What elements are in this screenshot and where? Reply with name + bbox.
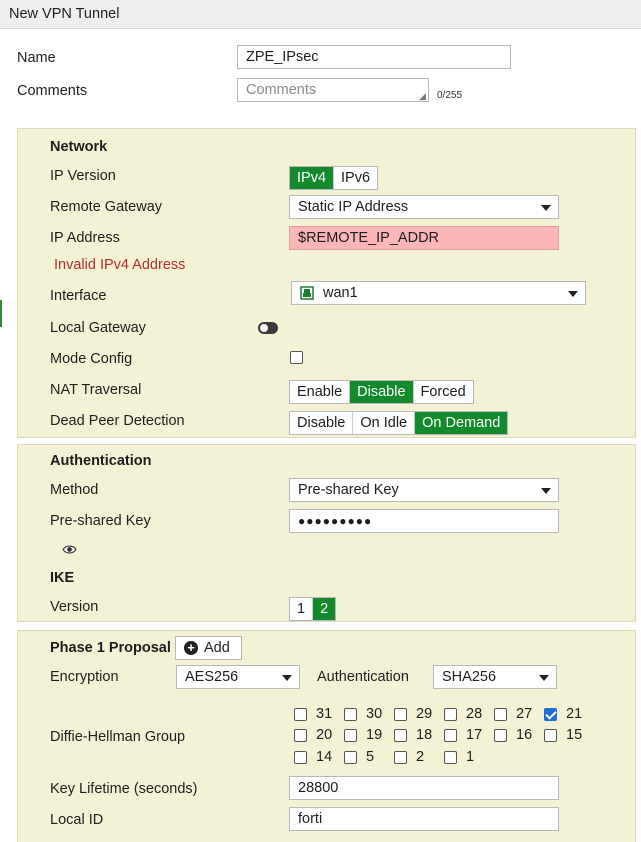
dh-group-17[interactable]	[444, 727, 482, 743]
dh-group-label-31: 31	[316, 706, 333, 722]
dh-group-label-2: 2	[416, 749, 425, 765]
ike-heading: IKE	[50, 570, 75, 586]
chevron-down-icon	[539, 675, 549, 681]
comments-counter: 0/255	[437, 90, 463, 101]
local-id-label: Local ID	[50, 812, 104, 828]
chevron-down-icon	[541, 488, 551, 494]
dh-checkbox[interactable]	[294, 708, 307, 721]
dh-group-30[interactable]	[344, 706, 382, 722]
authentication-panel	[17, 444, 636, 622]
ike-version-label: Version	[50, 599, 99, 615]
plus-icon: +	[184, 641, 198, 655]
dh-group-label-27: 27	[516, 706, 533, 722]
nat-enable-button[interactable]: Enable	[290, 381, 350, 403]
ip-version-label: IP Version	[50, 168, 116, 184]
title-bar	[0, 0, 641, 29]
dh-group-label-16: 16	[516, 727, 533, 743]
method-select[interactable]	[289, 478, 559, 502]
dh-group-label-20: 20	[316, 727, 333, 743]
dh-group-label-1: 1	[466, 749, 475, 765]
chevron-down-icon	[282, 675, 292, 681]
dh-checkbox[interactable]	[494, 708, 507, 721]
dpd-toggle	[289, 411, 508, 435]
dh-checkbox[interactable]	[444, 751, 457, 764]
nat-traversal-toggle	[289, 380, 474, 404]
encryption-label: Encryption	[50, 669, 119, 685]
dh-group-29[interactable]	[394, 706, 432, 722]
dh-group-18[interactable]	[394, 727, 432, 743]
dh-checkbox[interactable]	[344, 708, 357, 721]
dh-checkbox[interactable]	[494, 729, 507, 742]
local-id-input[interactable]: forti	[289, 807, 559, 831]
dh-checkbox[interactable]	[294, 751, 307, 764]
dh-group-19[interactable]	[344, 727, 382, 743]
psk-label: Pre-shared Key	[50, 513, 151, 529]
dpd-disable-button[interactable]: Disable	[290, 412, 353, 434]
ip-address-input[interactable]: $REMOTE_IP_ADDR	[289, 226, 559, 250]
ip-version-ipv6-button[interactable]: IPv6	[341, 170, 371, 186]
add-label: Add	[204, 640, 230, 656]
local-gateway-toggle[interactable]	[258, 322, 278, 334]
ip-address-error: Invalid IPv4 Address	[54, 257, 186, 273]
encryption-select[interactable]	[176, 665, 300, 689]
method-value: Pre-shared Key	[298, 482, 399, 498]
authentication-heading: Authentication	[50, 453, 152, 469]
dh-group-label-17: 17	[466, 727, 483, 743]
mode-config-checkbox[interactable]	[290, 351, 303, 364]
method-label: Method	[50, 482, 99, 498]
ip-version-toggle	[289, 166, 378, 190]
dh-checkbox[interactable]	[344, 729, 357, 742]
dh-group-14[interactable]	[294, 749, 332, 765]
dh-group-16[interactable]	[494, 727, 532, 743]
remote-gateway-value: Static IP Address	[298, 199, 409, 215]
ike-version-2-button[interactable]: 2	[313, 598, 335, 620]
network-port-icon	[300, 286, 314, 300]
dh-group-28[interactable]	[444, 706, 482, 722]
nat-forced-button[interactable]: Forced	[420, 384, 466, 400]
nat-traversal-label: NAT Traversal	[50, 382, 142, 398]
dh-checkbox[interactable]	[444, 729, 457, 742]
encryption-value: AES256	[185, 669, 239, 685]
name-label: Name	[17, 50, 56, 66]
dpd-label: Dead Peer Detection	[50, 413, 185, 429]
dh-checkbox[interactable]	[544, 729, 557, 742]
ip-version-ipv4-button[interactable]: IPv4	[290, 167, 334, 189]
dh-group-label: Diffie-Hellman Group	[50, 729, 186, 745]
dh-group-21[interactable]	[544, 706, 582, 722]
dh-group-label-18: 18	[416, 727, 433, 743]
dh-group-31[interactable]	[294, 706, 332, 722]
dh-group-label-29: 29	[416, 706, 433, 722]
dh-group-label-30: 30	[366, 706, 383, 722]
chevron-down-icon	[568, 291, 578, 297]
dh-group-label-14: 14	[316, 749, 333, 765]
ike-version-1-button[interactable]: 1	[290, 598, 313, 620]
local-gateway-label: Local Gateway	[50, 320, 146, 336]
authentication-value: SHA256	[442, 669, 497, 685]
window-title: New VPN Tunnel	[9, 6, 120, 22]
ike-version-toggle	[289, 597, 336, 621]
dh-group-1[interactable]	[444, 749, 474, 765]
remote-gateway-select[interactable]	[289, 195, 559, 219]
dpd-on-idle-button[interactable]: On Idle	[353, 412, 415, 434]
eye-icon[interactable]	[62, 544, 77, 555]
comments-textarea[interactable]: Comments	[237, 78, 429, 102]
mode-config-label: Mode Config	[50, 351, 133, 367]
dh-group-27[interactable]	[494, 706, 532, 722]
dh-group-label-21: 21	[566, 706, 583, 722]
nat-disable-button[interactable]: Disable	[350, 381, 413, 403]
dh-checkbox[interactable]	[394, 751, 407, 764]
dh-group-label-15: 15	[566, 727, 583, 743]
name-input[interactable]: ZPE_IPsec	[237, 45, 511, 69]
interface-value: wan1	[323, 285, 358, 301]
interface-select[interactable]	[291, 281, 586, 305]
phase1-heading: Phase 1 Proposal	[50, 640, 171, 656]
resize-handle-icon[interactable]: ◢	[419, 91, 426, 101]
psk-input[interactable]: ●●●●●●●●●	[289, 509, 559, 533]
ip-address-label: IP Address	[50, 230, 120, 246]
dh-group-2[interactable]	[394, 749, 424, 765]
add-proposal-button[interactable]	[175, 636, 242, 660]
dh-group-label-5: 5	[366, 749, 375, 765]
chevron-down-icon	[541, 205, 551, 211]
remote-gateway-label: Remote Gateway	[50, 199, 163, 215]
network-heading: Network	[50, 139, 108, 155]
dh-checkbox-checked[interactable]	[544, 708, 557, 721]
dh-checkbox[interactable]	[444, 708, 457, 721]
dh-group-label-19: 19	[366, 727, 383, 743]
key-lifetime-input[interactable]: 28800	[289, 776, 559, 800]
dh-group-5[interactable]	[344, 749, 374, 765]
left-accent-bar	[0, 300, 2, 327]
authentication-select[interactable]	[433, 665, 557, 689]
interface-label: Interface	[50, 288, 107, 304]
dh-checkbox[interactable]	[394, 708, 407, 721]
dh-group-20[interactable]	[294, 727, 332, 743]
dh-group-label-28: 28	[466, 706, 483, 722]
dh-checkbox[interactable]	[394, 729, 407, 742]
key-lifetime-label: Key Lifetime (seconds)	[50, 781, 198, 797]
dh-checkbox[interactable]	[294, 729, 307, 742]
dpd-on-demand-button[interactable]: On Demand	[415, 412, 507, 434]
comments-label: Comments	[17, 83, 88, 99]
dh-checkbox[interactable]	[344, 751, 357, 764]
authentication-label: Authentication	[317, 669, 409, 685]
dh-group-15[interactable]	[544, 727, 582, 743]
